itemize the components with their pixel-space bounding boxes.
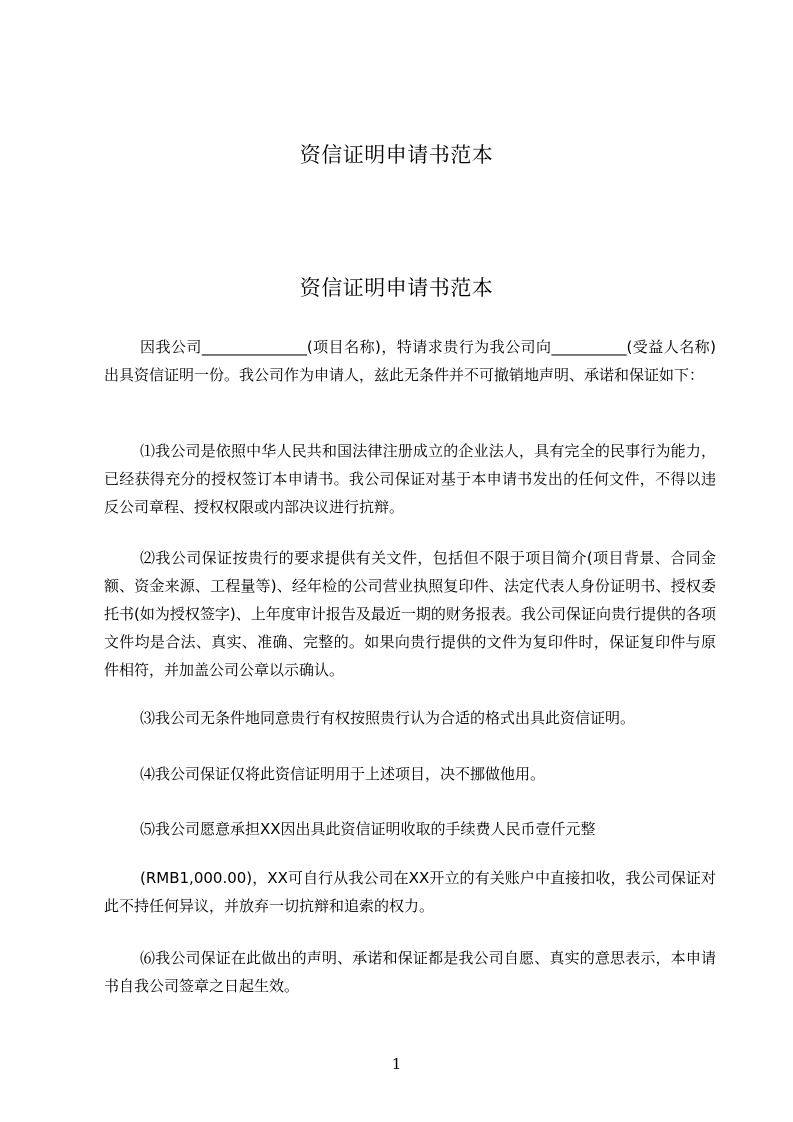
intro-paragraph: 因我公司______________(项目名称)，特请求贵行为我公司向__________(受益人名称)出具资信证明一份。我公司作为申请人，兹此无条件并不可撤销地声明、承诺和保证如下： <box>104 338 716 384</box>
clause-5-paragraph: ⑸我公司愿意承担XX因出具此资信证明收取的手续费人民币壹仟元整 <box>140 820 596 838</box>
clause-5-continued-paragraph: (RMB1,000.00)，XX可自行从我公司在XX开立的有关账户中直接扣收，我公司保证对此不持任何异议，并放弃一切抗辩和追索的权力。 <box>104 869 716 915</box>
page-number: 1 <box>391 1055 402 1073</box>
clause-3-paragraph: ⑶我公司无条件地同意贵行有权按照贵行认为合适的格式出具此资信证明。 <box>140 709 636 727</box>
clause-6-paragraph: ⑹我公司保证在此做出的声明、承诺和保证都是我公司自愿、真实的意思表示，本申请书自我公司签章之日起生效。 <box>104 949 716 995</box>
clause-4-paragraph: ⑷我公司保证仅将此资信证明用于上述项目，决不挪做他用。 <box>140 765 546 783</box>
clause-1-paragraph: ⑴我公司是依照中华人民共和国法律注册成立的企业法人，具有完全的民事行为能力，已经获得充分的授权签订本申请书。我公司保证对基于本申请书发出的任何文件，不得以违反公司章程、授权权限或内部决议进行抗辩。 <box>104 442 716 516</box>
clause-2-paragraph: ⑵我公司保证按贵行的要求提供有关文件，包括但不限于项目简介(项目背景、合同金额、资金来源、工程量等)、经年检的公司营业执照复印件、法定代表人身份证明书、授权委托书(如为授权签字)、上年度审计报告及最近一期的财务报表。我公司保证向贵行提供的各项文件均是合法、真实、准确、完整的。如果向贵行提供的文件为复印件时，保证复印件与原件相符，并加盖公司公章以示确认。 <box>104 549 716 679</box>
header-title: 资信证明申请书范本 <box>299 143 494 167</box>
page-title: 资信证明申请书范本 <box>299 276 494 300</box>
